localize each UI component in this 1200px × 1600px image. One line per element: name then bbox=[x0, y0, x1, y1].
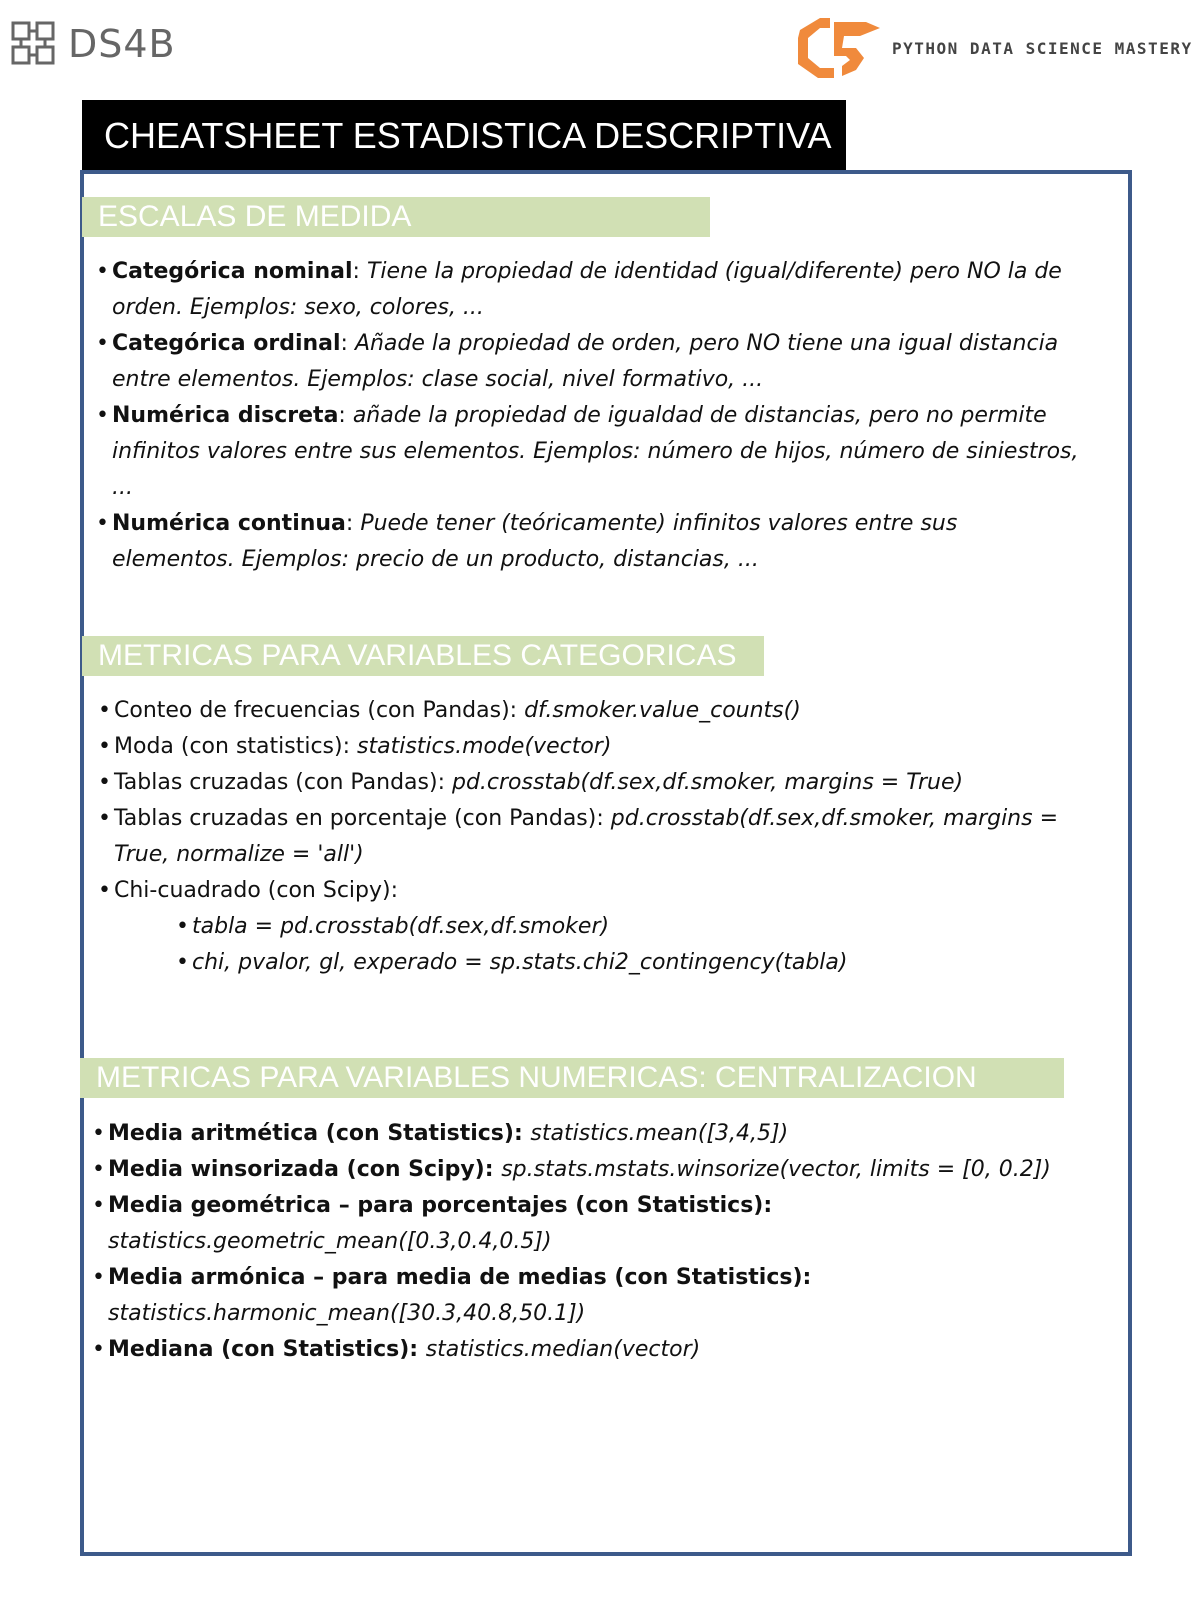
list-item: • Mediana (con Statistics): statistics.median(vector) bbox=[92, 1332, 1087, 1368]
list-item: • Media winsorizada (con Scipy): sp.stats.mstats.winsorize(vector, limits = [0, 0.2]) bbox=[92, 1152, 1087, 1188]
list-item: • Tablas cruzadas (con Pandas): pd.crosstab(df.sex,df.smoker, margins = True) bbox=[98, 765, 1088, 801]
sub-list-item: • chi, pvalor, gl, experado = sp.stats.chi2_contingency(tabla) bbox=[176, 945, 1088, 981]
list-item: • Tablas cruzadas en porcentaje (con Pandas): pd.crosstab(df.sex,df.smoker, margins = True, normalize = 'all') bbox=[98, 801, 1088, 873]
ds4b-logo-icon bbox=[10, 20, 58, 68]
escalas-list bbox=[96, 254, 1086, 578]
section-header-categoricas: METRICAS PARA VARIABLES CATEGORICAS bbox=[82, 636, 764, 676]
list-item: • Media aritmética (con Statistics): statistics.mean([3,4,5]) bbox=[92, 1116, 1087, 1152]
sub-list-item: • tabla = pd.crosstab(df.sex,df.smoker) bbox=[176, 909, 1088, 945]
list-item: • Conteo de frecuencias (con Pandas): df.smoker.value_counts() bbox=[98, 693, 1088, 729]
section-header-escalas: ESCALAS DE MEDIDA bbox=[82, 197, 710, 237]
list-item: • Media geométrica – para porcentajes (con Statistics): statistics.geometric_mean([0.3,0.4,0.5]) bbox=[92, 1188, 1087, 1260]
pdsm-tagline: PYTHON DATA SCIENCE MASTERY bbox=[892, 38, 1193, 58]
numericas-list bbox=[92, 1116, 1087, 1368]
ds4b-brand-text: DS4B bbox=[68, 22, 176, 66]
list-item: • Numérica discreta: añade la propiedad de igualdad de distancias, pero no permite infinitos valores entre sus elementos. Ejemplos: número de hijos, número de siniestros, ... bbox=[96, 398, 1086, 506]
pdsm-logo bbox=[790, 12, 1193, 84]
list-item: • Numérica continua: Puede tener (teóricamente) infinitos valores entre sus elementos. Ejemplos: precio de un producto, distancias, ... bbox=[96, 506, 1086, 578]
list-item: • Chi-cuadrado (con Scipy): bbox=[98, 873, 1088, 909]
list-item: • Categórica ordinal: Añade la propiedad de orden, pero NO tiene una igual distancia entre elementos. Ejemplos: clase social, nivel formativo, ... bbox=[96, 326, 1086, 398]
ds4b-logo bbox=[10, 20, 176, 68]
categoricas-list bbox=[98, 693, 1088, 981]
pdsm-logo-icon bbox=[790, 12, 886, 84]
list-item: • Categórica nominal: Tiene la propiedad de identidad (igual/diferente) pero NO la de orden. Ejemplos: sexo, colores, ... bbox=[96, 254, 1086, 326]
list-item: • Moda (con statistics): statistics.mode(vector) bbox=[98, 729, 1088, 765]
list-item: • Media armónica – para media de medias (con Statistics): statistics.harmonic_mean([30.3,40.8,50.1]) bbox=[92, 1260, 1087, 1332]
page-title: CHEATSHEET ESTADISTICA DESCRIPTIVA bbox=[82, 100, 846, 172]
section-header-numericas: METRICAS PARA VARIABLES NUMERICAS: CENTRALIZACION bbox=[80, 1058, 1064, 1098]
